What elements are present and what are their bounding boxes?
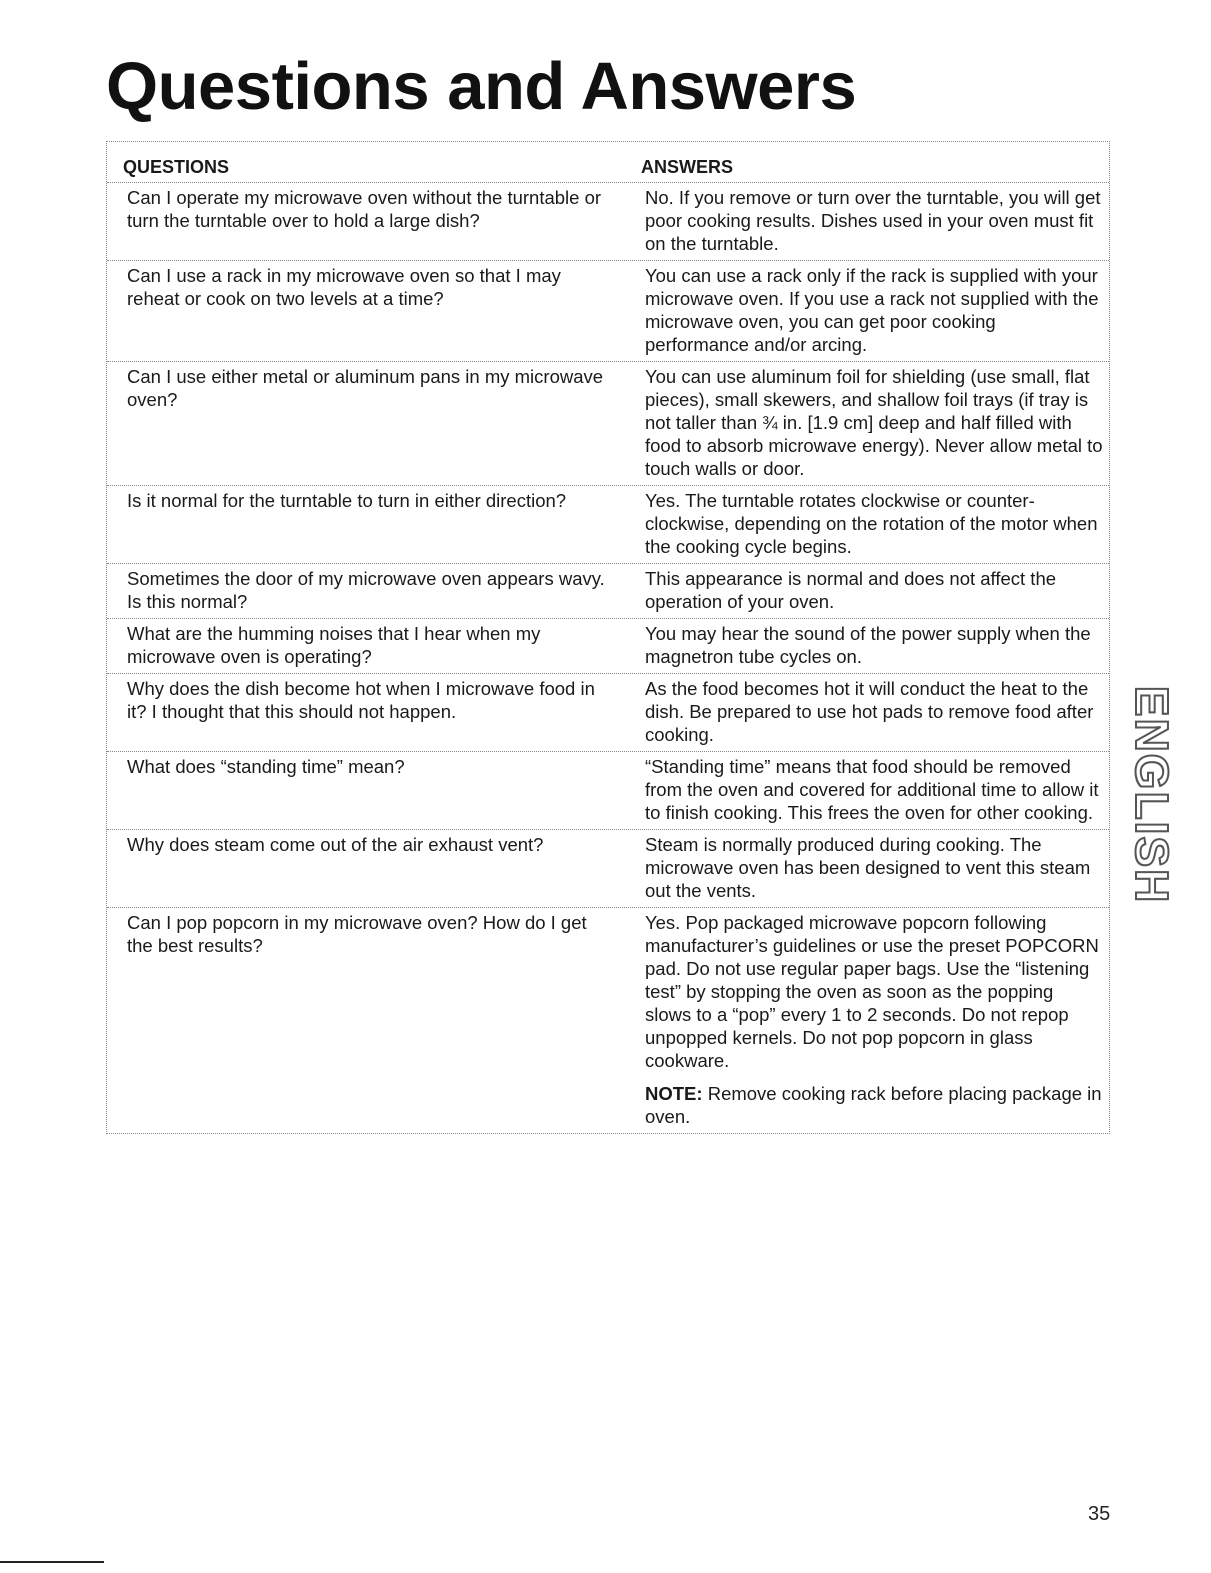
- answer-text: “Standing time” means that food should be removed from the oven and covered for additional time to allow it to finish cooking. This frees the oven for other cooking.: [645, 756, 1099, 823]
- qa-row: [107, 673, 1109, 751]
- question-text: Why does the dish become hot when I microwave food in it? I thought that this should not happen.: [127, 678, 595, 722]
- note: [645, 1082, 1103, 1128]
- question-text: Why does steam come out of the air exhaust vent?: [127, 834, 544, 855]
- qa-row: [107, 361, 1109, 485]
- question-text: Can I use either metal or aluminum pans in my microwave oven?: [127, 366, 604, 410]
- answer-text: This appearance is normal and does not affect the operation of your oven.: [645, 568, 1057, 612]
- qa-row: [107, 182, 1109, 260]
- page-number: 35: [1088, 1503, 1111, 1525]
- language-label: ENGLISH: [1126, 685, 1178, 905]
- page-title: Questions and Answers: [106, 49, 857, 124]
- question-text: Is it normal for the turntable to turn in either direction?: [127, 490, 567, 511]
- footer-rule: [0, 1561, 104, 1563]
- qa-table: [106, 141, 1110, 1134]
- question-text: What are the humming noises that I hear when my microwave oven is operating?: [127, 623, 541, 667]
- qa-row: [107, 829, 1109, 907]
- language-side-tab: [1122, 686, 1182, 904]
- answer-text: You can use aluminum foil for shielding (use small, flat pieces), small skewers, and shallow foil trays (if tray is not taller than ¾ in. [1.9 cm] deep and half filled with food to absorb microwave energy). Never allow metal to touch walls or door.: [645, 366, 1103, 479]
- answer-text: You may hear the sound of the power supply when the magnetron tube cycles on.: [645, 623, 1091, 667]
- answer-text: Yes. Pop packaged microwave popcorn following manufacturer’s guidelines or use the preset POPCORN pad. Do not use regular paper bags. Use the “listening test” by stopping the oven as soon as the popping slows to a “pop” every 1 to 2 seconds. Do not repop unpopped kernels. Do not pop popcorn in glass cookware.: [645, 912, 1099, 1071]
- qa-row: [107, 751, 1109, 829]
- qa-row: [107, 260, 1109, 361]
- answer-cell: [627, 911, 1109, 1128]
- table-header: [107, 142, 1109, 182]
- question-text: Can I use a rack in my microwave oven so that I may reheat or cook on two levels at a time?: [127, 265, 561, 309]
- answer-text: You can use a rack only if the rack is supplied with your microwave oven. If you use a rack not supplied with the microwave oven, you can get poor cooking performance and/or arcing.: [645, 265, 1099, 355]
- note-text: Remove cooking rack before placing package in oven.: [645, 1083, 1102, 1127]
- questions-header: QUESTIONS: [123, 157, 230, 177]
- qa-row: [107, 618, 1109, 673]
- answer-text: As the food becomes hot it will conduct the heat to the dish. Be prepared to use hot pads to remove food after cooking.: [645, 678, 1094, 745]
- qa-row: [107, 563, 1109, 618]
- question-text: Can I operate my microwave oven without the turntable or turn the turntable over to hold a large dish?: [127, 187, 602, 231]
- note-label: NOTE:: [645, 1083, 703, 1104]
- question-text: Can I pop popcorn in my microwave oven? How do I get the best results?: [127, 912, 587, 956]
- qa-row: [107, 907, 1109, 1133]
- question-text: What does “standing time” mean?: [127, 756, 405, 777]
- answers-header: ANSWERS: [641, 157, 734, 177]
- qa-row: [107, 485, 1109, 563]
- answer-text: Steam is normally produced during cooking. The microwave oven has been designed to vent this steam out the vents.: [645, 834, 1091, 901]
- answer-text: Yes. The turntable rotates clockwise or counter-clockwise, depending on the rotation of the motor when the cooking cycle begins.: [645, 490, 1098, 557]
- answer-text: No. If you remove or turn over the turntable, you will get poor cooking results. Dishes used in your oven must fit on the turntable.: [645, 187, 1101, 254]
- question-text: Sometimes the door of my microwave oven appears wavy. Is this normal?: [127, 568, 605, 612]
